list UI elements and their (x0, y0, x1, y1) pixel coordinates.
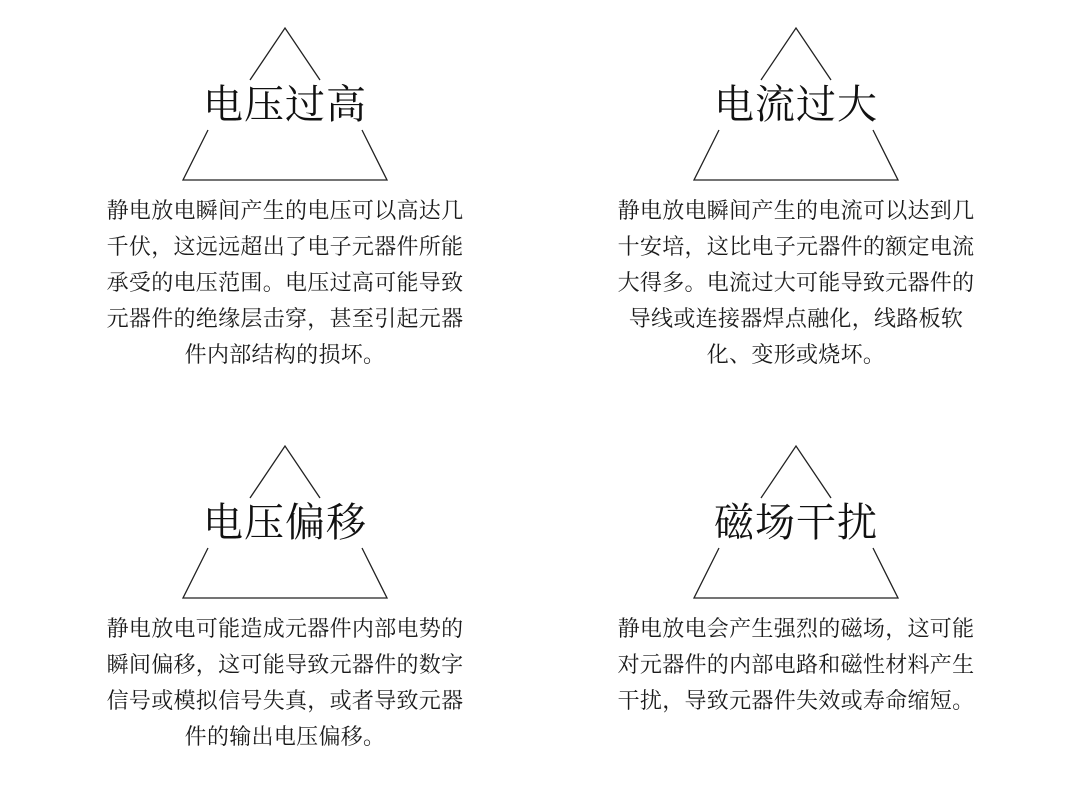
card-title: 电流过大 (714, 82, 878, 128)
description-line: 件内部结构的损坏。 (184, 343, 386, 368)
card-description (65, 612, 505, 756)
description-line: 件的输出电压偏移。 (184, 725, 386, 750)
description-line: 导线或连接器焊点融化，线路板软 (628, 307, 964, 332)
description-line: 静电放电瞬间产生的电压可以高达几 (106, 199, 464, 224)
description-line: 静电放电会产生强烈的磁场，这可能 (617, 617, 975, 642)
card-title: 磁场干扰 (714, 500, 878, 546)
description-line: 大得多。电流过大可能导致元器件的 (617, 271, 975, 296)
description-line: 元器件的绝缘层击穿，甚至引起元器 (106, 307, 464, 332)
description-line: 承受的电压范围。电压过高可能导致 (106, 271, 464, 296)
description-line: 十安培，这比电子元器件的额定电流 (617, 235, 975, 260)
description-line: 化、变形或烧坏。 (706, 343, 886, 368)
description-line: 信号或模拟信号失真，或者导致元器 (106, 689, 464, 714)
card-description (576, 194, 1016, 374)
description-line: 静电放电可能造成元器件内部电势的 (106, 617, 464, 642)
card-title: 电压过高 (203, 82, 367, 128)
card-description (576, 612, 1016, 720)
description-line: 瞬间偏移，这可能导致元器件的数字 (106, 653, 464, 678)
description-line: 静电放电瞬间产生的电流可以达到几 (617, 199, 975, 224)
description-line: 对元器件的内部电路和磁性材料产生 (617, 653, 975, 678)
card-description (65, 194, 505, 374)
description-line: 干扰，导致元器件失效或寿命缩短。 (617, 689, 975, 714)
card-title: 电压偏移 (203, 500, 367, 546)
description-line: 千伏，这远远超出了电子元器件所能 (106, 235, 464, 260)
